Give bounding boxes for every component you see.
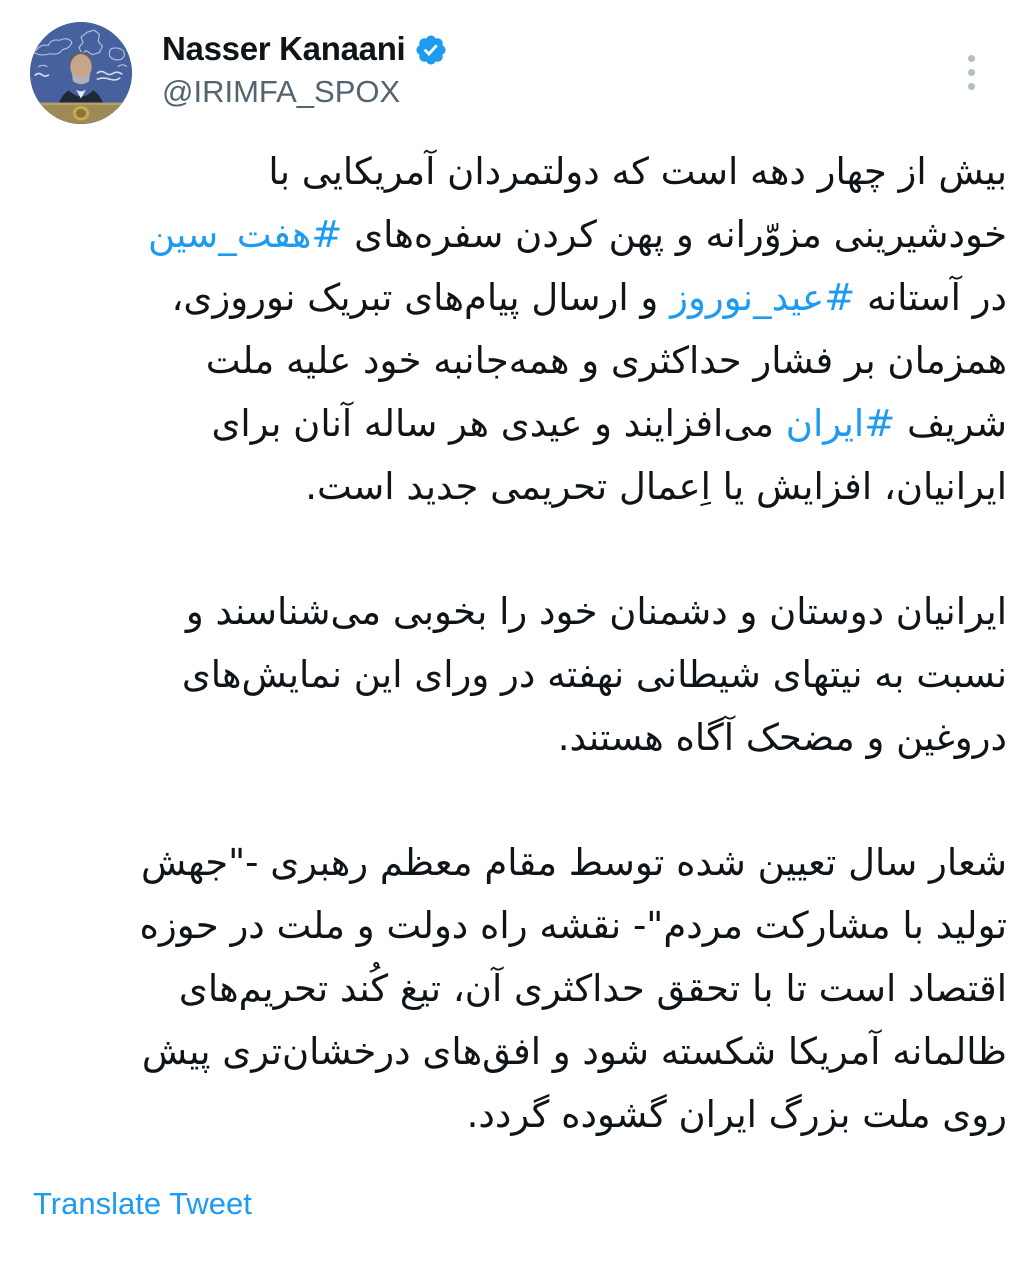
tweet-text-segment: اقتصاد است تا با تحقق حداکثری آن، تیغ کُند تحریم‌های bbox=[178, 967, 1007, 1010]
tweet-text-segment: ظالمانه آمریکا شکسته شود و افق‌های درخشان‌تری پیش bbox=[141, 1030, 1007, 1073]
tweet-text bbox=[30, 140, 1007, 1146]
tweet-text-segment: دروغین و مضحک آگاه هستند. bbox=[557, 716, 1007, 759]
tweet-text-segment: می‌افزایند و عیدی هر ساله آنان برای bbox=[211, 402, 786, 445]
tweet-text-segment: در آستانه bbox=[855, 276, 1007, 319]
tweet-line bbox=[30, 329, 1007, 392]
hashtag-link[interactable]: #هفت_سین bbox=[147, 213, 343, 256]
tweet-text-segment: شریف bbox=[895, 402, 1007, 445]
user-handle[interactable]: @IRIMFA_SPOX bbox=[162, 74, 401, 109]
tweet-line bbox=[30, 643, 1007, 706]
tweet-text-segment: تولید با مشارکت مردم"- نقشه راه دولت و ملت در حوزه bbox=[139, 904, 1007, 947]
tweet-text-segment: همزمان بر فشار حداکثری و همه‌جانبه خود علیه ملت bbox=[205, 339, 1007, 382]
more-menu-button[interactable] bbox=[949, 42, 993, 102]
tweet-line bbox=[30, 266, 1007, 329]
tweet-text-segment: و ارسال پیام‌های تبریک نوروزی، bbox=[171, 276, 671, 319]
tweet-text-segment: روی ملت بزرگ ایران گشوده گردد. bbox=[466, 1093, 1007, 1136]
user-names bbox=[162, 22, 448, 110]
tweet-text-segment: شعار سال تعیین شده توسط مقام معظم رهبری -"جهش bbox=[141, 841, 1007, 884]
tweet-text-segment: ایرانیان دوستان و دشمنان خود را بخوبی می‌شناسند و bbox=[185, 590, 1007, 633]
tweet-text-segment: ایرانیان، افزایش یا اِعمال تحریمی جدید است. bbox=[305, 465, 1007, 508]
tweet-line bbox=[30, 831, 1007, 894]
tweet-paragraph bbox=[30, 580, 1007, 769]
tweet-paragraph bbox=[30, 831, 1007, 1146]
tweet-line bbox=[30, 455, 1007, 518]
tweet-line bbox=[30, 1020, 1007, 1083]
translate-tweet-link[interactable]: Translate Tweet bbox=[33, 1186, 252, 1221]
tweet-line bbox=[30, 140, 1007, 203]
vertical-ellipsis-icon bbox=[968, 55, 975, 62]
verified-badge-icon bbox=[414, 33, 448, 67]
display-name[interactable]: Nasser Kanaani bbox=[162, 30, 406, 67]
tweet-line bbox=[30, 1083, 1007, 1146]
tweet-line bbox=[30, 392, 1007, 455]
tweet-text-segment: بیش از چهار دهه است که دولتمردان آمریکایی با bbox=[268, 150, 1007, 193]
tweet-line bbox=[30, 203, 1007, 266]
tweet-line bbox=[30, 957, 1007, 1020]
avatar[interactable] bbox=[30, 22, 132, 124]
hashtag-link[interactable]: #عید_نوروز bbox=[670, 276, 856, 319]
tweet-paragraph bbox=[30, 140, 1007, 518]
hashtag-link[interactable]: #ایران bbox=[785, 402, 896, 445]
avatar-image bbox=[30, 22, 132, 124]
tweet-text-segment: نسبت به نیتهای شیطانی نهفته در ورای این نمایش‌های bbox=[181, 653, 1007, 696]
tweet-header bbox=[30, 22, 1007, 124]
tweet-text-segment: خودشیرینی مزوّرانه و پهن کردن سفره‌های bbox=[342, 213, 1007, 256]
tweet-line bbox=[30, 894, 1007, 957]
tweet-line bbox=[30, 580, 1007, 643]
tweet-line bbox=[30, 706, 1007, 769]
